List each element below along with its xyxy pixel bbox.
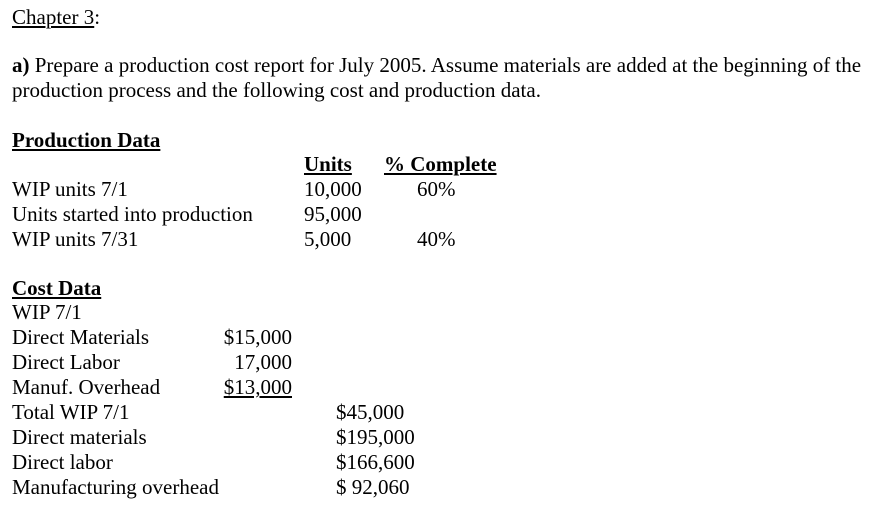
production-row-label: WIP units 7/31 — [12, 227, 139, 251]
complete-column-header: % Complete — [384, 152, 497, 176]
total-cost-amount: $ 92,060 — [336, 475, 410, 499]
wip-cost-amount: $15,000 — [223, 325, 292, 349]
wip-cost-amount: $13,000 — [223, 375, 292, 399]
chapter-title: Chapter 3 — [12, 5, 95, 29]
total-cost-label: Manufacturing overhead — [12, 475, 219, 499]
instruction-line-2: production process and the following cost and production data. — [12, 78, 541, 102]
instruction-label: a) — [12, 53, 30, 77]
total-cost-label: Total WIP 7/1 — [12, 400, 130, 424]
cost-data-title: Cost Data — [12, 276, 102, 300]
total-cost-amount: $45,000 — [336, 400, 405, 424]
instruction-text-1: Prepare a production cost report for July 2005. Assume materials are added at the beginning of the — [34, 53, 862, 77]
production-row-label: Units started into production — [12, 202, 253, 226]
production-row-label: WIP units 7/1 — [12, 177, 128, 201]
total-cost-label: Direct labor — [12, 450, 113, 474]
total-cost-amount: $195,000 — [336, 425, 415, 449]
production-row-complete: 60% — [417, 177, 456, 201]
total-cost-amount: $166,600 — [336, 450, 415, 474]
production-row-units: 5,000 — [304, 227, 352, 251]
wip-cost-amount: 17,000 — [234, 350, 292, 374]
production-row-units: 10,000 — [304, 177, 362, 201]
wip-cost-label: Direct Labor — [12, 350, 120, 374]
wip-cost-label: Manuf. Overhead — [12, 375, 161, 399]
chapter-heading — [12, 7, 100, 28]
production-data-title: Production Data — [12, 128, 161, 152]
production-row-units: 95,000 — [304, 202, 362, 226]
total-cost-label: Direct materials — [12, 425, 147, 449]
production-row-complete: 40% — [417, 227, 456, 251]
units-column-header: Units — [304, 152, 352, 176]
chapter-colon: : — [94, 5, 101, 29]
cost-data-subtitle: WIP 7/1 — [12, 300, 82, 324]
instruction-line-1 — [12, 55, 861, 76]
wip-cost-label: Direct Materials — [12, 325, 150, 349]
